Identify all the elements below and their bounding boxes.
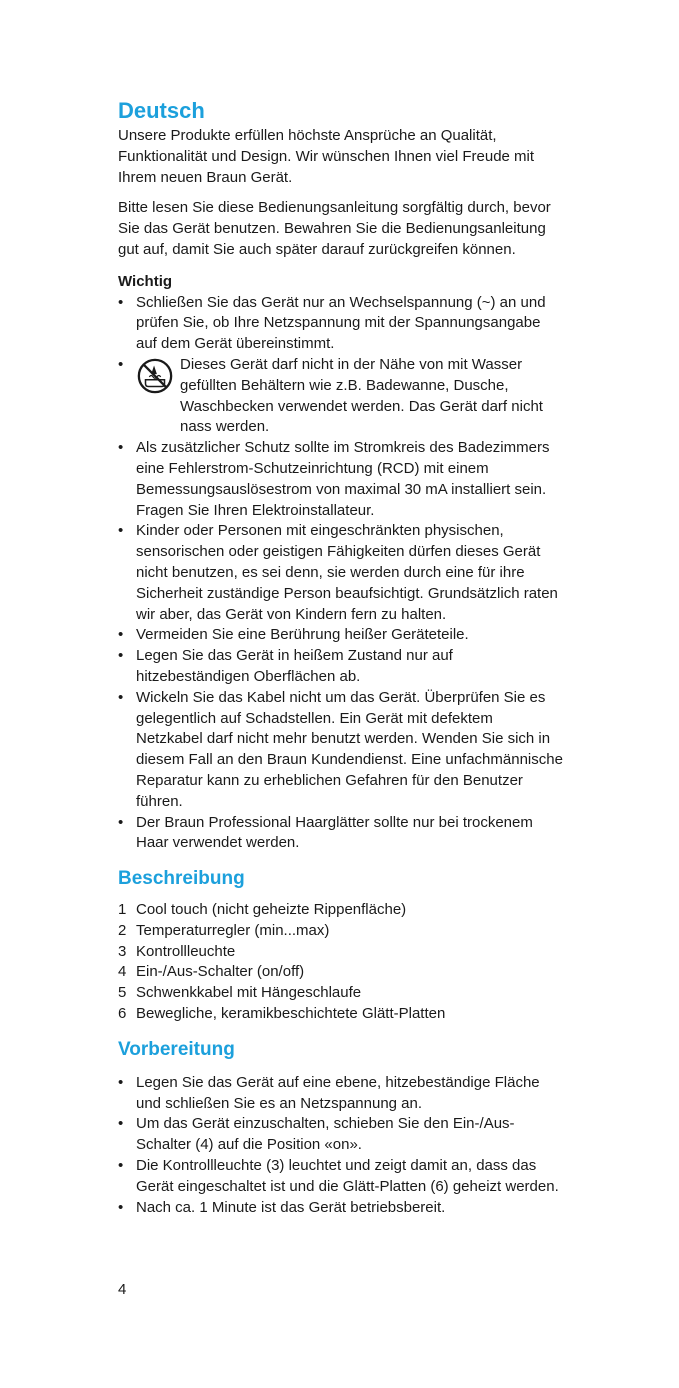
list-item: • Schließen Sie das Gerät nur an Wechselspannung (~) an und prüfen Sie, ob Ihre Netzspannung mit der Spannungsangabe auf dem Gerät übereinstimmt. bbox=[118, 293, 546, 353]
list-item: • Die Kontrollleuchte (3) leuchtet und zeigt damit an, dass das Gerät eingeschaltet ist und die Glätt-Platten (6) geheizt werden. bbox=[118, 1157, 559, 1195]
description-list bbox=[118, 900, 563, 1025]
description-heading: Beschreibung bbox=[118, 868, 245, 890]
list-item: 3 Kontrollleuchte bbox=[118, 942, 236, 960]
list-item: 1 Cool touch (nicht geheizte Rippenfläche) bbox=[118, 901, 407, 919]
list-item: • Wickeln Sie das Kabel nicht um das Gerät. Überprüfen Sie es gelegentlich auf Schadstellen. Ein Gerät mit defektem Netzkabel darf nicht mehr benutzt werden. Wenden Sie sich in diesem Fall an den Braun Kundendienst. Eine unfachmännische Reparatur kann zu erheblichen Gefahren für den Benutzer führen. bbox=[118, 688, 563, 810]
manual-page bbox=[118, 96, 563, 1218]
list-item: 5 Schwenkkabel mit Hängeschlaufe bbox=[118, 984, 362, 1002]
no-water-bath-icon bbox=[136, 357, 174, 395]
list-item: • Der Braun Professional Haarglätter sollte nur bei trockenem Haar verwendet werden. bbox=[118, 813, 533, 852]
list-item: • Dieses Gerät darf nicht in der Nähe von mit Wasser gefüllten Behältern wie z.B. Badewanne, Dusche, Waschbecken verwendet werden. Das Gerät darf nicht nass werden. bbox=[118, 355, 543, 436]
intro-paragraph: Bitte lesen Sie diese Bedienungsanleitung sorgfältig durch, bevor Sie das Gerät benutzen. Bewahren Sie die Bedienungsanleitung gut auf, damit Sie auch später darauf zurückgreifen können. bbox=[118, 199, 551, 258]
list-item: • Legen Sie das Gerät auf eine ebene, hitzebeständige Fläche und schließen Sie es an Netzspannung an. bbox=[118, 1073, 540, 1112]
list-item: 4 Ein-/Aus-Schalter (on/off) bbox=[118, 963, 305, 981]
list-item: • Kinder oder Personen mit eingeschränkten physischen, sensorischen oder geistigen Fähigkeiten dürfen dieses Gerät nicht benutzen, es sei denn, sie werden durch eine für ihre Sicherheit zuständige Person beaufsichtigt. Grundsätzlich raten wir aber, das Gerät von Kindern fern zu halten. bbox=[118, 522, 558, 623]
list-item: 6 Bewegliche, keramikbeschichtete Glätt-Platten bbox=[118, 1005, 446, 1023]
page-number: 4 bbox=[118, 1281, 127, 1298]
important-list bbox=[118, 293, 563, 855]
page-heading: Deutsch bbox=[118, 98, 205, 123]
list-item: • Als zusätzlicher Schutz sollte im Stromkreis des Badezimmers eine Fehlerstrom-Schutzeinrichtung (RCD) mit einem Bemessungsauslösestrom von maximal 30 mA installiert sein. Fragen Sie Ihren Elektroinstallateur. bbox=[118, 439, 550, 519]
list-item: 2 Temperaturregler (min...max) bbox=[118, 921, 330, 939]
intro-paragraph: Unsere Produkte erfüllen höchste Ansprüche an Qualität, Funktionalität und Design. Wir wünschen Ihnen viel Freude mit Ihrem neuen Braun Gerät. bbox=[118, 127, 535, 186]
list-item: • Vermeiden Sie eine Berührung heißer Geräteteile. bbox=[118, 626, 469, 644]
preparation-heading: Vorbereitung bbox=[118, 1038, 235, 1060]
preparation-list bbox=[118, 1073, 563, 1219]
list-item: • Um das Gerät einzuschalten, schieben Sie den Ein-/Aus-Schalter (4) auf die Position «on». bbox=[118, 1115, 515, 1154]
list-item: • Legen Sie das Gerät in heißem Zustand nur auf hitzebeständigen Oberflächen ab. bbox=[118, 647, 453, 685]
important-heading: Wichtig bbox=[118, 272, 173, 290]
list-item: • Nach ca. 1 Minute ist das Gerät betriebsbereit. bbox=[118, 1198, 446, 1216]
